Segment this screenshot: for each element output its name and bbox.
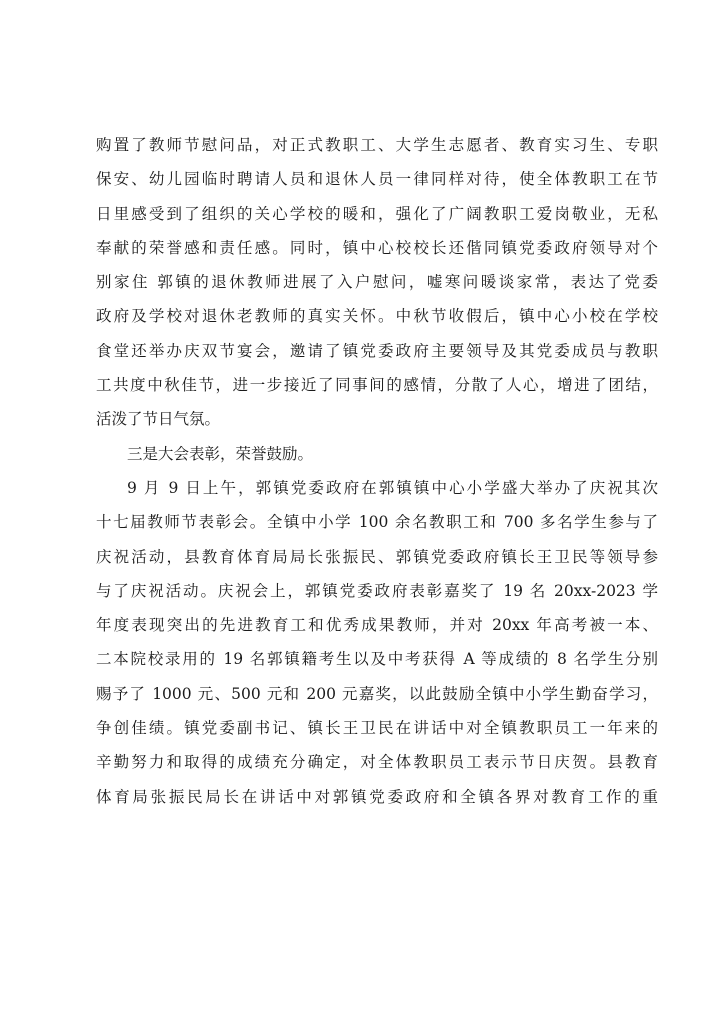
paragraph-line: 争创佳绩。镇党委副书记、镇长王卫民在讲话中对全镇教职员工一年来的 <box>96 719 658 738</box>
paragraph-line: 食堂还举办庆双节宴会，邀请了镇党委政府主要领导及其党委成员与教职 <box>96 341 658 360</box>
paragraph-line: 政府及学校对退休老教师的真实关怀。中秋节收假后，镇中心小校在学校 <box>96 307 658 326</box>
paragraph-line: 体育局张振民局长在讲话中对郭镇党委政府和全镇各界对教育工作的重 <box>96 787 658 806</box>
paragraph-line: 活泼了节日气氛。 <box>96 410 221 429</box>
paragraph-line: 日里感受到了组织的关心学校的暖和，强化了广阔教职工爱岗敬业，无私 <box>96 204 658 223</box>
paragraph-line: 十七届教师节表彰会。全镇中小学 100 余名教职工和 700 多名学生参与了 <box>96 513 658 532</box>
paragraph-line: 购置了教师节慰问品，对正式教职工、大学生志愿者、教育实习生、专职 <box>96 136 658 154</box>
paragraph-line: 年度表现突出的先进教育工和优秀成果教师，并对 20xx 年高考被一本、 <box>96 616 658 635</box>
paragraph-line: 保安、幼儿园临时聘请人员和退休人员一律同样对待，使全体教职工在节 <box>96 170 658 189</box>
paragraph-line: 工共度中秋佳节，进一步接近了同事间的感情，分散了人心，增进了团结， <box>96 376 658 395</box>
paragraph-line: 9 月 9 日上午，郭镇党委政府在郭镇镇中心小学盛大举办了庆祝其次 <box>127 478 658 497</box>
paragraph-line: 奉献的荣誉感和责任感。同时，镇中心校校长还偕同镇党委政府领导对个 <box>96 238 658 257</box>
paragraph-line: 庆祝活动，县教育体育局局长张振民、郭镇党委政府镇长王卫民等领导参 <box>96 547 658 566</box>
paragraph-2 <box>96 471 658 814</box>
section-heading: 三是大会表彰，荣誉鼓励。 <box>127 444 314 463</box>
paragraph-line: 与了庆祝活动。庆祝会上，郭镇党委政府表彰嘉奖了 19 名 20xx-2023 学 <box>96 581 658 600</box>
paragraph-1 <box>96 128 658 437</box>
paragraph-line: 别家住 郭镇的退休教师进展了入户慰问，嘘寒问暖谈家常，表达了党委 <box>96 273 658 292</box>
document-body <box>96 128 658 814</box>
paragraph-line: 辛勤努力和取得的成绩充分确定，对全体教职员工表示节日庆贺。县教育 <box>96 753 658 772</box>
paragraph-line: 赐予了 1000 元、500 元和 200 元嘉奖，以此鼓励全镇中小学生勤奋学习， <box>96 684 658 703</box>
paragraph-line: 二本院校录用的 19 名郭镇籍考生以及中考获得 A 等成绩的 8 名学生分别 <box>96 650 658 669</box>
